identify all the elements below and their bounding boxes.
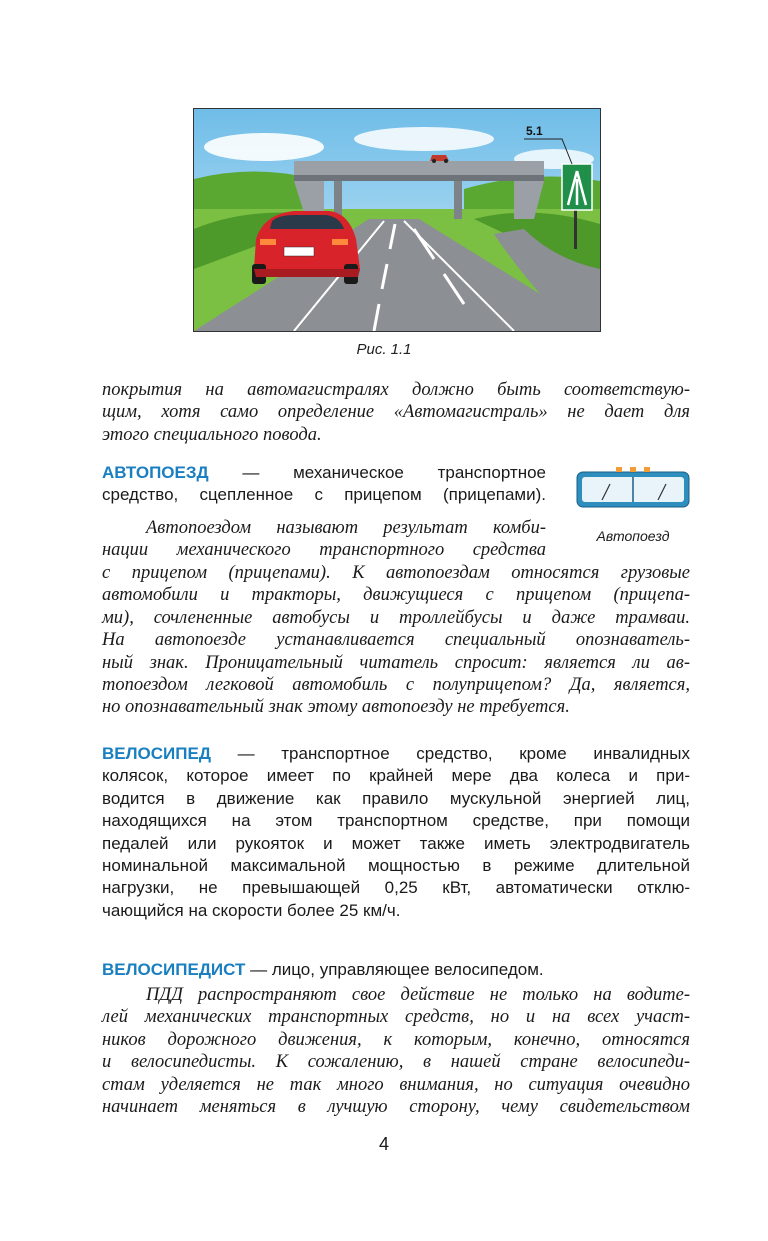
term-velosipedist: ВЕЛОСИПЕДИСТ bbox=[102, 960, 246, 979]
text-line: На автопоезде устанавливается специальный опознаватель- bbox=[102, 630, 690, 651]
highway-illustration bbox=[193, 108, 601, 332]
term-avtopoezd: АВТОПОЕЗД bbox=[102, 463, 209, 482]
text-line: нации механического транспортного средства bbox=[102, 540, 546, 561]
text-line: но опознавательный знак этому автопоезду не требуется. bbox=[102, 697, 570, 718]
definition-line: чающийся на скорости более 25 км/ч. bbox=[102, 900, 401, 920]
road-train-sign-image bbox=[576, 466, 690, 508]
text-line: и велосипедисты. К сожалению, в нашей стране велосипеди- bbox=[102, 1052, 690, 1073]
text-line: щим, хотя само определение «Автомагистраль» не дает для bbox=[102, 402, 690, 423]
text-line: ников дорожного движения, к которым, конечно, относятся bbox=[102, 1029, 690, 1050]
definition-line: водится в движение как правило мускульной энергией лиц, bbox=[102, 788, 690, 808]
term-velosiped: ВЕЛОСИПЕД bbox=[102, 744, 211, 763]
paragraph-velosipedist bbox=[102, 984, 690, 1118]
definition-avtopoezd bbox=[102, 462, 546, 507]
page-number: 4 bbox=[378, 1134, 389, 1154]
definition-line: средство, сцепленное с прицепом (прицепами). bbox=[102, 485, 546, 505]
definition-line bbox=[102, 462, 546, 484]
sign-number-label: 5.1 bbox=[526, 124, 543, 138]
definition-text: — лицо, управляющее велосипедом. bbox=[245, 960, 544, 979]
text-line: начинает меняться в лучшую сторону, чему свидетельством bbox=[102, 1097, 690, 1118]
road-train-caption: Автопоезд bbox=[596, 528, 670, 544]
definition-line: нагрузки, не превышающей 0,25 кВт, автоматически отклю- bbox=[102, 878, 690, 898]
text-line: стам уделяется не так много внимания, но ситуация очевидно bbox=[102, 1074, 690, 1095]
paragraph-intro bbox=[102, 379, 690, 446]
definition-line: педалей или рукояток и может также иметь электродвигатель bbox=[102, 833, 690, 853]
definition-line bbox=[102, 959, 690, 981]
text-line: с прицепом (прицепами). К автопоездам относятся грузовые bbox=[102, 563, 690, 583]
text-line: ми), сочлененные автобусы и троллейбусы и даже трамваи. bbox=[102, 607, 690, 628]
figure-caption: Рис. 1.1 bbox=[356, 341, 412, 358]
definition-line: номинальной максимальной мощностью в режиме длительной bbox=[102, 856, 690, 876]
paragraph-avtopoezd bbox=[102, 562, 690, 719]
definition-velosiped bbox=[102, 743, 690, 922]
definition-text: — транспортное средство, кроме инвалидных bbox=[210, 744, 690, 763]
definition-line bbox=[102, 743, 690, 765]
definition-line: находящихся на этом транспортном средстве, при помощи bbox=[102, 811, 690, 831]
text-line: автомобили и тракторы, движущиеся с прицепом (прицепа- bbox=[102, 585, 690, 606]
definition-velosipedist bbox=[102, 959, 690, 981]
text-line: покрытия на автомагистралях должно быть соответствую- bbox=[102, 380, 690, 400]
text-line: Автопоездом называют результат комби- bbox=[146, 518, 546, 538]
highway-scene bbox=[194, 109, 600, 331]
text-line: лей механических транспортных средств, но и на всех участ- bbox=[102, 1007, 690, 1028]
text-line: этого специального повода. bbox=[102, 424, 322, 445]
text-line: топоездом легковой автомобиль с полуприцепом? Да, является, bbox=[102, 675, 690, 696]
definition-line: колясок, которое имеет по крайней мере два колеса и при- bbox=[102, 766, 690, 786]
text-line: ПДД распространяют свое действие не только на водите- bbox=[146, 985, 690, 1005]
paragraph-avtopoezd-narrow bbox=[102, 517, 546, 562]
text-line: ный знак. Проницательный читатель спросит: является ли ав- bbox=[102, 652, 690, 673]
definition-text: — механическое транспортное bbox=[208, 463, 546, 482]
